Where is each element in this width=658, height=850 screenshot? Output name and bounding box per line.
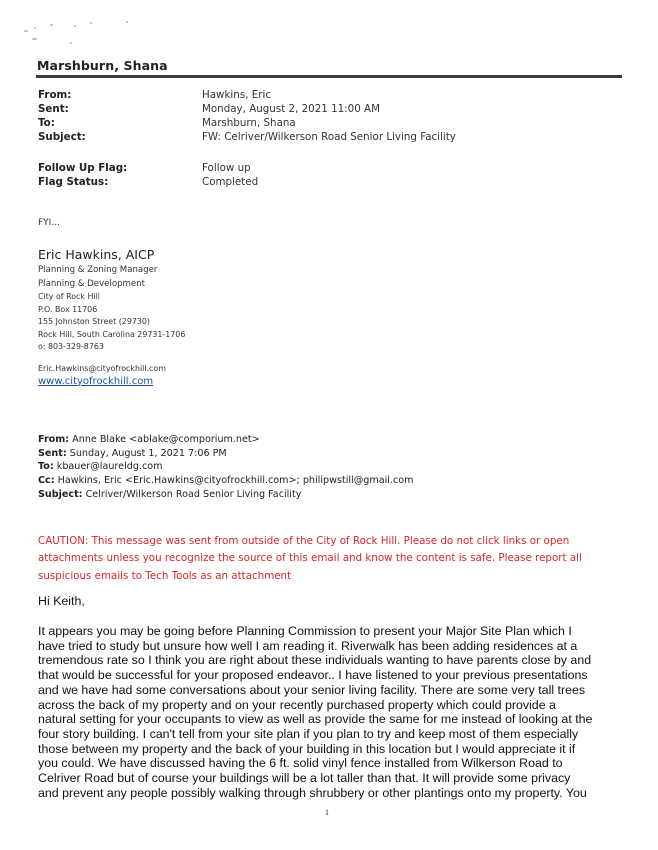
forwarded-subject-value: Celriver/Wilkerson Road Senior Living Facility (85, 488, 302, 500)
forwarded-label: From: (38, 434, 70, 445)
follow-up-flag-row (38, 161, 258, 175)
forwarded-label: Sent: (38, 447, 67, 459)
signature-website-link[interactable]: www.cityofrockhill.com (38, 375, 154, 387)
body-line: tremendous rate so I think you are right about these individuals wanting to have parents close by and (38, 653, 592, 668)
scan-specks (22, 18, 142, 48)
body-line: four story building. I can't tell from your site plan if you plan to try and keep most of them especially (38, 726, 579, 741)
body-line: and we have had some conversations about your senior living facility. There are some very tall trees (38, 682, 586, 697)
body-line: natural setting for your occupants to view as well as provide the same for me instead of looking at the (38, 712, 593, 727)
signature-name: Eric Hawkins, AICP (38, 247, 155, 262)
forwarded-from-row (38, 433, 413, 447)
signature-address-line: P.O. Box 11706 (38, 304, 98, 314)
fyi-note: FYI... (38, 218, 60, 228)
title-divider (36, 75, 622, 78)
body-line: across the back of my property and on your recently purchased property which could provide a (38, 697, 556, 712)
flag-header (38, 161, 258, 189)
greeting: Hi Keith, (38, 594, 85, 608)
signature-address-line: 155 Johnston Street (29730) (38, 317, 151, 326)
body-line: It appears you may be going before Planning Commission to present your Major Site Plan which I (38, 624, 572, 638)
follow-up-flag-value: Follow up (202, 162, 251, 174)
body-line: those between my property and the back of your building in this location but I would appreciate it if (38, 741, 576, 756)
signature-address-line: City of Rock Hill (38, 292, 100, 301)
header-subject-value: FW: Celriver/Wilkerson Road Senior Living Facility (202, 131, 456, 143)
body-line: you could. We have discussed having the 6 ft. solid vinyl fence installed from Wilkerson Road to (38, 756, 563, 771)
flag-label: Follow Up Flag: (38, 162, 128, 174)
email-header (38, 88, 456, 144)
forwarded-to-row (38, 460, 413, 474)
header-label: To: (38, 117, 55, 129)
forwarded-header (38, 433, 413, 502)
forwarded-from-value: Anne Blake <ablake@comporium.net> (72, 434, 260, 445)
email-signature (38, 247, 185, 389)
header-to-value: Marshburn, Shana (202, 117, 296, 129)
header-sent-row (38, 102, 456, 116)
body-line: and prevent any people possibly walking through shrubbery or other plantings onto my property. You (38, 785, 587, 800)
signature-title: Planning & Zoning Manager (38, 265, 158, 275)
forwarded-to-value: kbauer@laureldg.com (56, 461, 163, 473)
forwarded-sent-value: Sunday, August 1, 2021 7:06 PM (69, 447, 227, 459)
header-from-value: Hawkins, Eric (202, 89, 271, 101)
forwarded-subject-row (38, 488, 413, 502)
header-sent-value: Monday, August 2, 2021 11:00 AM (202, 103, 380, 115)
mailbox-owner-title: Marshburn, Shana (37, 58, 168, 73)
flag-status-row (38, 175, 258, 189)
signature-address-line: Rock Hill, South Carolina 29731-1706 (38, 329, 186, 339)
signature-department: Planning & Development (38, 279, 146, 289)
forwarded-label: Subject: (38, 488, 83, 500)
header-label: Subject: (38, 131, 86, 143)
message-body (38, 624, 638, 800)
body-line: that would be successful for your proposed endeavor.. I have listened to your previous presentations (38, 668, 588, 683)
header-subject-row (38, 130, 456, 144)
body-line: Celriver Road but of course your buildings will be a lot taller than that. It will provide some privacy (38, 771, 571, 786)
header-from-row (38, 88, 456, 102)
forwarded-cc-row (38, 474, 413, 488)
external-email-caution: CAUTION: This message was sent from outside of the City of Rock Hill. Please do not click links or open attachments unless you recognize the source of this email and know the content is safe. Please report all suspicious emails to Tech Tools as an attachment (38, 535, 582, 582)
forwarded-label: To: (38, 461, 54, 473)
flag-status-value: Completed (202, 176, 259, 188)
signature-email: Eric.Hawkins@cityofrockhill.com (38, 363, 166, 373)
body-line: have tried to study but unsure how well I am reading it. Riverwalk has been adding residences at a (38, 638, 578, 653)
header-to-row (38, 116, 456, 130)
forwarded-sent-row (38, 447, 413, 461)
forwarded-label: Cc: (38, 475, 55, 487)
header-label: Sent: (38, 103, 69, 115)
flag-label: Flag Status: (38, 176, 109, 188)
page-number: 1 (325, 808, 329, 817)
signature-phone: o: 803-329-8763 (38, 342, 104, 351)
header-label: From: (38, 89, 72, 101)
forwarded-cc-value: Hawkins, Eric <Eric.Hawkins@cityofrockhill.com>; philipwstill@gmail.com (57, 475, 414, 487)
